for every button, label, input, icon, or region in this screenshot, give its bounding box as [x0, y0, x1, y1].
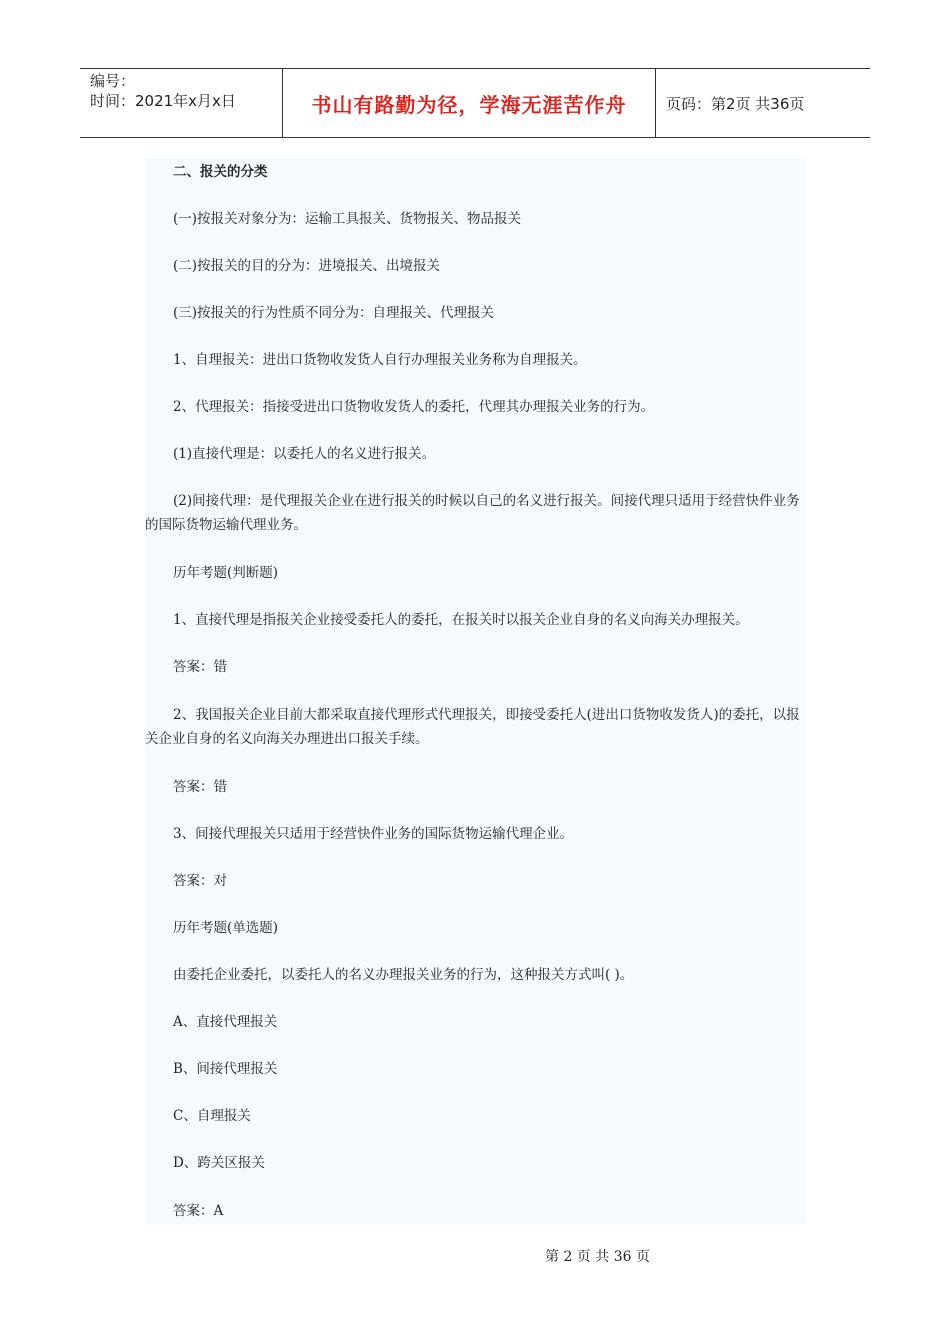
option: B、间接代理报关	[173, 1061, 278, 1077]
document-body	[145, 158, 806, 1224]
header-page-info: 页码：第2页 共36页	[666, 94, 805, 113]
question: 2、我国报关企业目前大都采取直接代理形式代理报关，即接受委托人(进出口货物收发货人)的委托，以报关企业自身的名义向海关办理进出口报关手续。	[145, 707, 800, 747]
answer: 答案：错	[173, 659, 227, 675]
paragraph: 1、自理报关：进出口货物收发货人自行办理报关业务称为自理报关。	[173, 352, 587, 368]
paragraph: (三)按报关的行为性质不同分为：自理报关、代理报关	[173, 305, 495, 321]
page-header	[80, 68, 870, 138]
paragraph: (2)间接代理：是代理报关企业在进行报关的时候以自己的名义进行报关。间接代理只适用于经营快件业务的国际货物运输代理业务。	[145, 493, 800, 533]
header-meta	[80, 69, 282, 137]
paragraph: (一)按报关对象分为：运输工具报关、货物报关、物品报关	[173, 211, 522, 227]
page-footer: 第 2 页 共 36 页	[545, 1249, 650, 1265]
paragraph: 历年考题(判断题)	[173, 565, 279, 581]
header-motto: 书山有路勤为径，学海无涯苦作舟	[282, 69, 656, 137]
question: 3、间接代理报关只适用于经营快件业务的国际货物运输代理企业。	[173, 826, 574, 842]
option: C、自理报关	[173, 1108, 251, 1124]
question: 由委托企业委托，以委托人的名义办理报关业务的行为，这种报关方式叫( )。	[173, 967, 634, 983]
answer: 答案：A	[173, 1203, 224, 1219]
answer: 答案：错	[173, 779, 227, 795]
paragraph: 2、代理报关：指接受进出口货物收发货人的委托，代理其办理报关业务的行为。	[173, 399, 655, 415]
section-heading: 二、报关的分类	[173, 164, 268, 180]
paragraph: (1)直接代理是：以委托人的名义进行报关。	[173, 446, 436, 462]
answer: 答案：对	[173, 873, 227, 889]
question: 1、直接代理是指报关企业接受委托人的委托，在报关时以报关企业自身的名义向海关办理报关。	[173, 612, 749, 628]
option: D、跨关区报关	[173, 1155, 265, 1171]
option: A、直接代理报关	[173, 1014, 278, 1030]
paragraph: (二)按报关的目的分为：进境报关、出境报关	[173, 258, 441, 274]
document-number: 编号：	[90, 72, 136, 90]
document-date: 时间：2021年x月x日	[90, 92, 236, 110]
paragraph: 历年考题(单选题)	[173, 920, 279, 936]
